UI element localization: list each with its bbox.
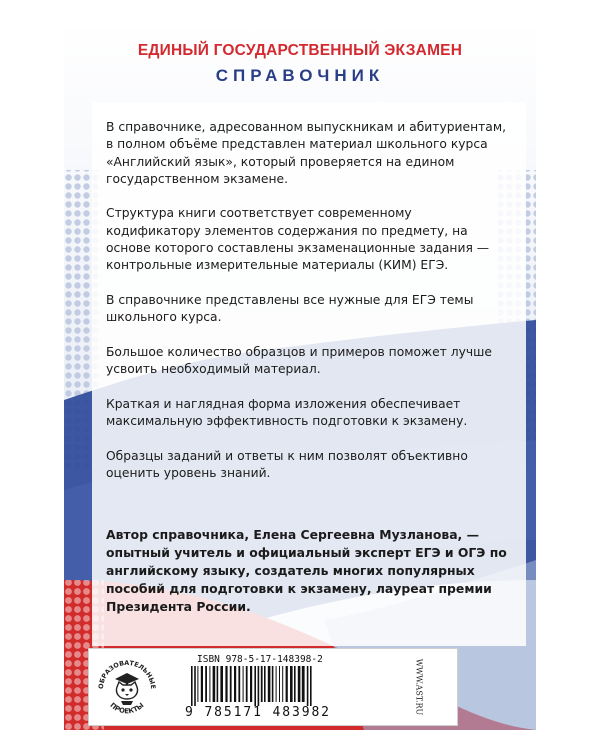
book-back-cover [64, 20, 536, 730]
barcode-bar [307, 666, 309, 706]
description-paragraph: В справочнике, адресованном выпускникам и абитуриентам, в полном объёме представлен материал школьного курса «Английский язык», который проверяется на едином государственном экзамене. [106, 120, 507, 186]
barcode-bar [310, 666, 312, 706]
barcode-bar [191, 666, 193, 706]
description-paragraph: Краткая и наглядная форма изложения обеспечивает максимальную эффективность подготовки к экзамену. [106, 396, 468, 429]
barcode-bar [217, 666, 219, 702]
barcode-bar [220, 666, 223, 702]
description-text [106, 119, 506, 500]
barcode-bar [197, 666, 198, 702]
barcode-bar [234, 666, 236, 702]
barcode-bar [279, 666, 280, 702]
barcode-bar [264, 666, 266, 702]
barcode-bar [276, 666, 277, 702]
barcode-bar [272, 666, 274, 702]
barcode-bar [194, 666, 196, 706]
series-title: ЕДИНЫЙ ГОСУДАРСТВЕННЫЙ ЭКЗАМЕН [137, 42, 463, 59]
isbn-number: ISBN 978-5-17-148398-2 [197, 654, 323, 665]
barcode-bar [302, 666, 305, 702]
barcode-bar [238, 666, 240, 702]
barcode-bar [250, 666, 252, 702]
barcode-digits: 9 785171 483982 [185, 705, 331, 720]
barcode-bar [261, 666, 263, 702]
barcode-bar [209, 666, 210, 702]
publisher-logo [95, 653, 159, 721]
barcode-bar [201, 666, 203, 702]
description-paragraph: Большое количество образцов и примеров поможет лучше усвоить необходимый материал. [106, 344, 492, 377]
barcode-bar [225, 666, 227, 702]
description-paragraph: В справочнике представлены все нужные для ЕГЭ темы школьного курса. [106, 292, 474, 325]
barcode-bar [246, 666, 248, 702]
barcode [189, 666, 395, 706]
barcode-bar [258, 666, 260, 706]
barcode-bar [268, 666, 271, 702]
description-paragraph: Структура книги соответствует современному кодификатору элементов содержания по предмету, на основе которого составлены экзаменационные задания — контрольные измерительные материалы (КИМ) ЕГЭ. [106, 206, 490, 273]
logo-text-top: ОБРАЗОВАТЕЛЬНЫЕ [96, 658, 158, 690]
author-note: Автор справочника, Елена Сергеевна Музланова, — опытный учитель и официальный эксперт ЕГЭ и ОГЭ по английскому языку, создатель многих популярных пособий для подготовки к экзамену, лауреат премии Президента России. [106, 527, 507, 614]
description-paragraph: Образцы заданий и ответы к ним позволят объективно оценить уровень знаний. [106, 448, 468, 480]
barcode-bar [298, 666, 301, 702]
barcode-bar [254, 666, 256, 706]
logo-text-bottom: ПРОЕКТЫ [108, 701, 146, 716]
publisher-info-box [88, 648, 458, 726]
publisher-website: WWW.AST.RU [414, 658, 424, 716]
barcode-bar [230, 666, 232, 702]
barcode-bar [286, 666, 288, 702]
barcode-bar [282, 666, 283, 702]
barcode-bar [290, 666, 293, 702]
book-type-title: СПРАВОЧНИК [215, 66, 385, 85]
barcode-bar [205, 666, 207, 702]
barcode-bar [294, 666, 296, 702]
barcode-bar [213, 666, 216, 702]
barcode-bar [243, 666, 244, 702]
